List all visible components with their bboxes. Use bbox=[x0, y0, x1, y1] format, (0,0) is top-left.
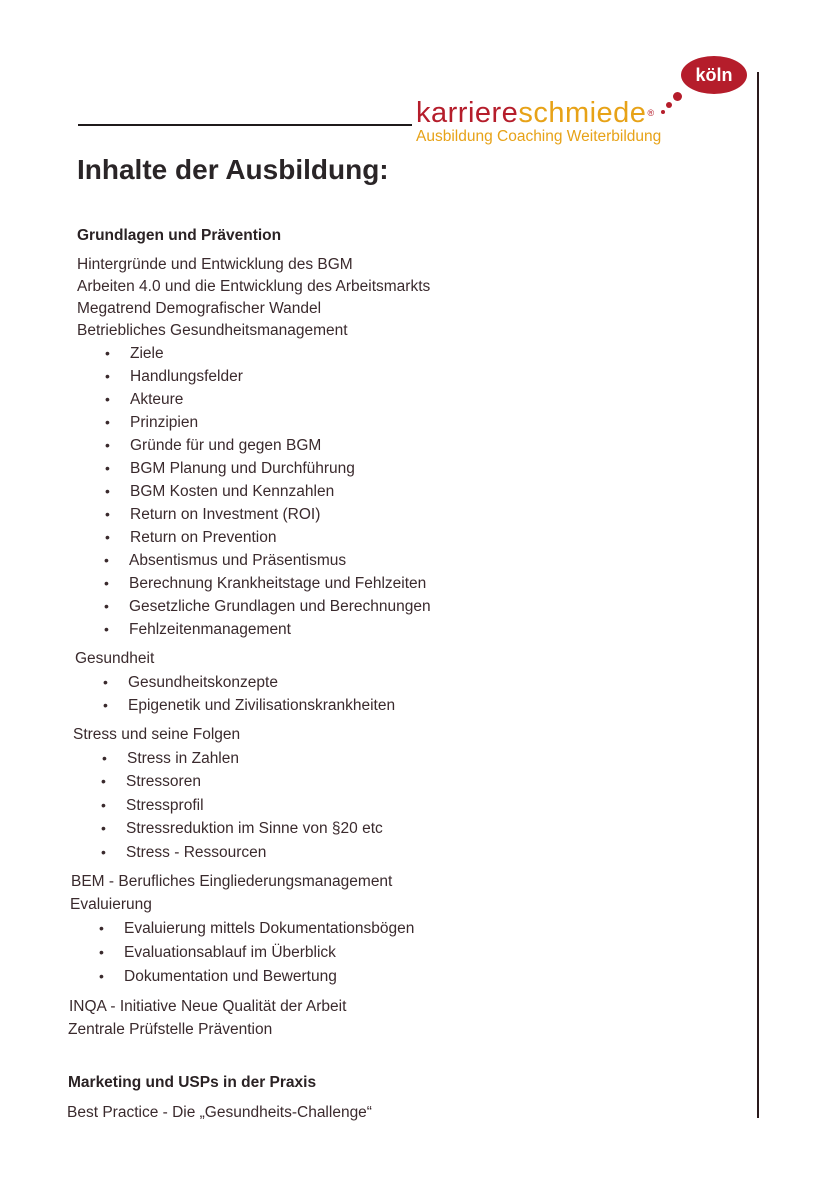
bullet: • bbox=[104, 575, 109, 591]
list-item bbox=[99, 968, 337, 986]
bullet: • bbox=[105, 529, 110, 545]
bullet: • bbox=[105, 437, 110, 453]
list-item-text: Stressprofil bbox=[126, 797, 204, 814]
list-item bbox=[103, 674, 278, 692]
list-item bbox=[105, 506, 321, 524]
list-item bbox=[104, 598, 431, 616]
list-item bbox=[105, 414, 199, 432]
list-item-text: Fehlzeitenmanagement bbox=[129, 621, 291, 638]
list-item-text: Stressreduktion im Sinne von §20 etc bbox=[126, 820, 383, 837]
speech-bubble-dot bbox=[673, 92, 682, 101]
list-item-text: Stressoren bbox=[126, 773, 201, 790]
list-item bbox=[104, 621, 291, 639]
list-item-text: Gründe für und gegen BGM bbox=[130, 437, 322, 454]
list-item bbox=[101, 844, 267, 862]
registered-mark: ® bbox=[647, 108, 655, 118]
text-line: Betriebliches Gesundheitsmanagement bbox=[77, 322, 348, 339]
list-item bbox=[99, 944, 336, 962]
list-item-text: Evaluierung mittels Dokumentationsbögen bbox=[124, 920, 415, 937]
list-item bbox=[105, 368, 243, 386]
list-item bbox=[104, 575, 427, 593]
list-item-text: Absentismus und Präsentismus bbox=[129, 552, 347, 569]
list-item bbox=[104, 552, 347, 570]
bullet: • bbox=[101, 820, 106, 836]
list-item bbox=[105, 529, 277, 547]
list-item bbox=[102, 750, 239, 768]
list-item bbox=[101, 820, 383, 838]
bullet: • bbox=[101, 773, 106, 789]
section-heading-grundlagen: Grundlagen und Prävention bbox=[77, 227, 282, 244]
list-item-text: Epigenetik und Zivilisationskrankheiten bbox=[128, 697, 396, 714]
list-item-text: Return on Prevention bbox=[130, 529, 277, 546]
list-item bbox=[101, 797, 204, 815]
speech-bubble-dot bbox=[661, 110, 665, 114]
list-item-text: Akteure bbox=[130, 391, 184, 408]
list-item-text: Dokumentation und Bewertung bbox=[124, 968, 337, 985]
list-item bbox=[99, 920, 415, 938]
bullet: • bbox=[104, 598, 109, 614]
bullet: • bbox=[102, 750, 107, 766]
list-item-text: Return on Investment (ROI) bbox=[130, 506, 321, 523]
bullet: • bbox=[104, 621, 109, 637]
bullet: • bbox=[105, 483, 110, 499]
bullet: • bbox=[104, 552, 109, 568]
list-item-text: Evaluationsablauf im Überblick bbox=[124, 944, 336, 961]
list-item-text: Prinzipien bbox=[130, 414, 199, 431]
brand-tagline: Ausbildung Coaching Weiterbildung bbox=[416, 128, 662, 145]
city-badge-text: köln bbox=[695, 64, 733, 85]
bullet: • bbox=[105, 391, 110, 407]
page-title: Inhalte der Ausbildung: bbox=[77, 154, 389, 185]
list-item bbox=[105, 391, 184, 409]
list-item-text: Gesetzliche Grundlagen und Berechnungen bbox=[129, 598, 431, 615]
list-item bbox=[103, 697, 396, 715]
bullet: • bbox=[103, 674, 108, 690]
list-item-text: Stress - Ressourcen bbox=[126, 844, 267, 861]
text-line: Arbeiten 4.0 und die Entwicklung des Arbeitsmarkts bbox=[77, 278, 431, 295]
list-item bbox=[105, 483, 335, 501]
list-item-text: Gesundheitskonzepte bbox=[128, 674, 278, 691]
list-item bbox=[105, 345, 164, 363]
list-item bbox=[105, 437, 322, 455]
list-item-text: Stress in Zahlen bbox=[127, 750, 239, 767]
list-item-text: Berechnung Krankheitstage und Fehlzeiten bbox=[129, 575, 427, 592]
bullet: • bbox=[105, 506, 110, 522]
bullet: • bbox=[105, 345, 110, 361]
text-line: Hintergründe und Entwicklung des BGM bbox=[77, 256, 353, 273]
bullet: • bbox=[105, 368, 110, 384]
bullet: • bbox=[105, 460, 110, 476]
text-line-zpp: Zentrale Prüfstelle Prävention bbox=[68, 1021, 273, 1038]
list-item bbox=[101, 773, 201, 791]
bullet: • bbox=[99, 920, 104, 936]
city-badge bbox=[681, 56, 747, 94]
list-item-text: BGM Kosten und Kennzahlen bbox=[130, 483, 335, 500]
right-margin-rule bbox=[757, 72, 759, 1118]
bullet: • bbox=[101, 844, 106, 860]
list-item-text: Handlungsfelder bbox=[130, 368, 243, 385]
text-line-inqa: INQA - Initiative Neue Qualität der Arbeit bbox=[69, 998, 347, 1015]
brand-name-part2: schmiede bbox=[518, 97, 647, 129]
bullet: • bbox=[99, 968, 104, 984]
section-heading-marketing: Marketing und USPs in der Praxis bbox=[68, 1074, 317, 1091]
brand-logo bbox=[416, 98, 661, 146]
list-item-text: BGM Planung und Durchführung bbox=[130, 460, 355, 477]
list-item-text: Ziele bbox=[130, 345, 164, 362]
bullet: • bbox=[103, 697, 108, 713]
text-line: Megatrend Demografischer Wandel bbox=[77, 300, 322, 317]
bullet: • bbox=[99, 944, 104, 960]
bullet: • bbox=[101, 797, 106, 813]
header-rule bbox=[78, 124, 412, 126]
list-item bbox=[105, 460, 355, 478]
text-line-stress: Stress und seine Folgen bbox=[73, 726, 241, 743]
brand-name-part1: karriere bbox=[416, 97, 519, 129]
text-line-evaluierung: Evaluierung bbox=[70, 896, 152, 913]
speech-bubble-dot bbox=[666, 102, 672, 108]
text-line-bem: BEM - Berufliches Eingliederungsmanagement bbox=[71, 873, 393, 890]
text-line-gesundheit: Gesundheit bbox=[75, 650, 155, 667]
brand-name bbox=[416, 98, 661, 128]
text-line: Best Practice - Die „Gesundheits-Challenge“ bbox=[67, 1104, 372, 1121]
bullet: • bbox=[105, 414, 110, 430]
